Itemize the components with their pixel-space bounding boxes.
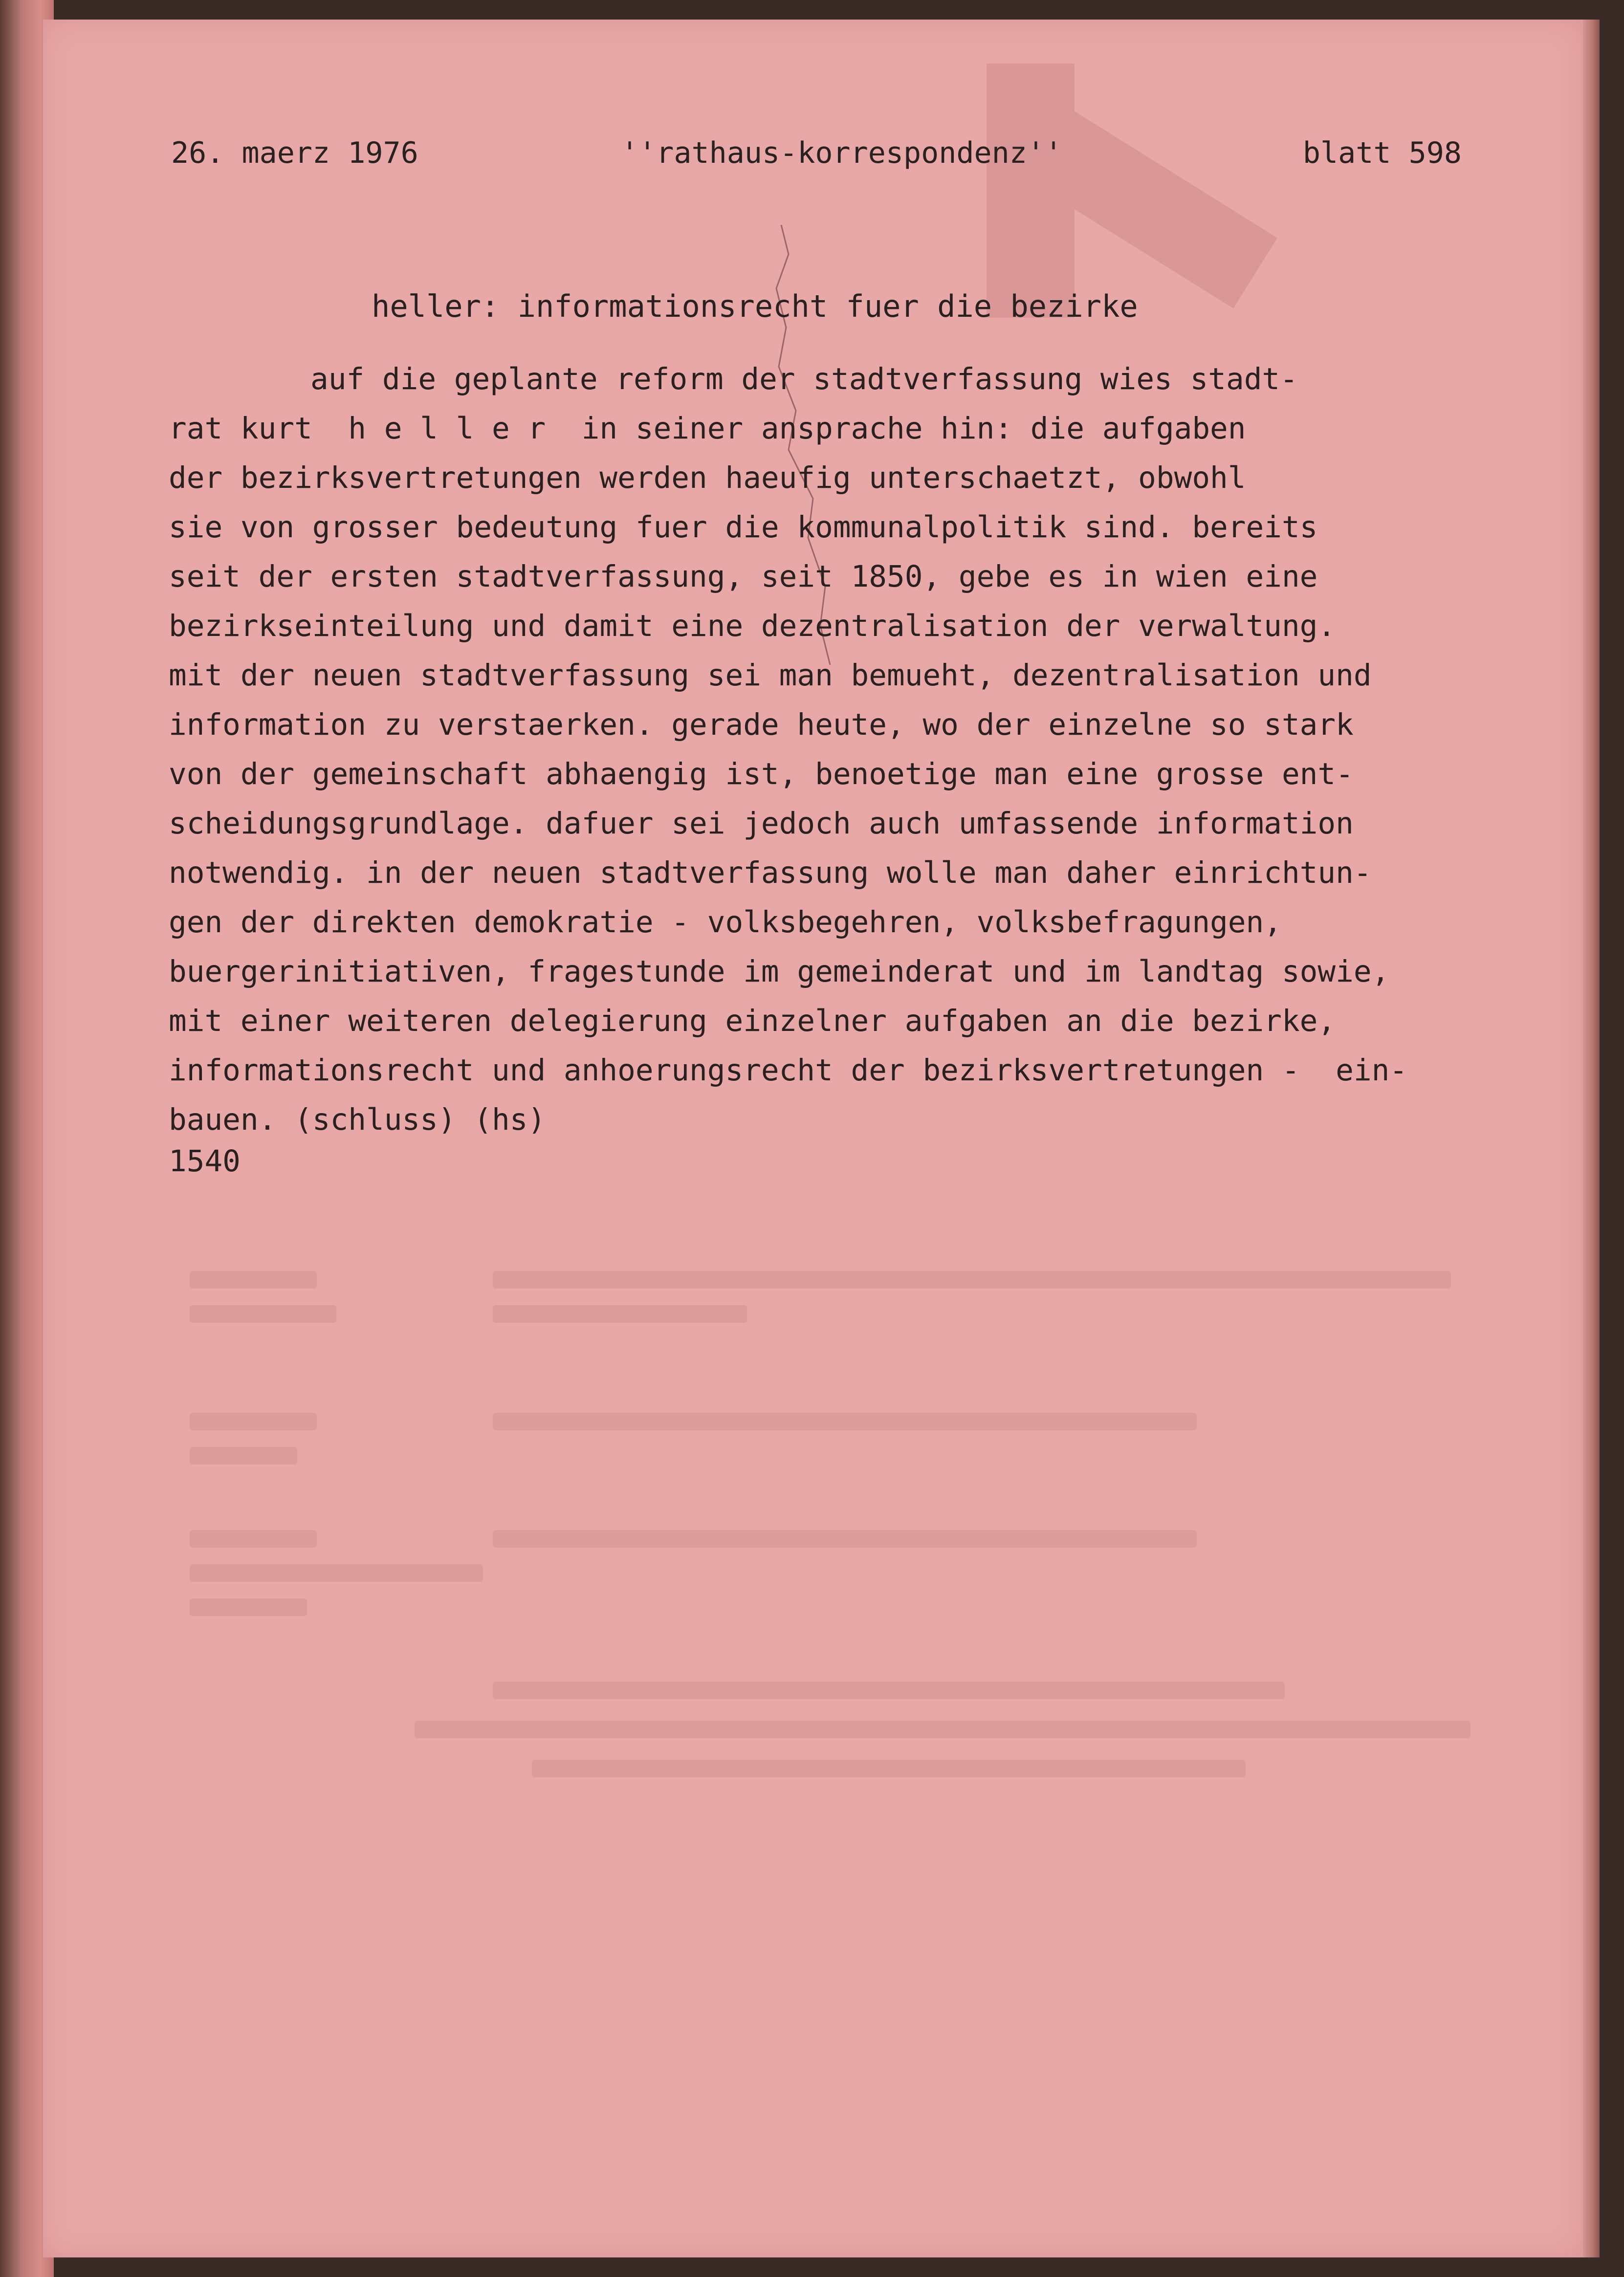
body-line: bezirkseinteilung und damit eine dezentralisation der verwaltung. xyxy=(169,609,1336,643)
body-line: bauen. (schluss) (hs) xyxy=(169,1102,546,1137)
sheet-right-edge xyxy=(1583,20,1600,2257)
body-line: mit der neuen stadtverfassung sei man bemueht, dezentralisation und xyxy=(169,658,1372,693)
body-line: der bezirksvertretungen werden haeufig unterschaetzt, obwohl xyxy=(169,460,1246,495)
body-line: scheidungsgrundlage. dafuer sei jedoch auch umfassende information xyxy=(169,806,1354,841)
body-line: auf die geplante reform der stadtverfassung wies stadt- xyxy=(310,362,1298,396)
article-headline: heller: informationsrecht fuer die bezirke xyxy=(372,288,1138,324)
article-body xyxy=(169,354,1577,1144)
bleed-through-text xyxy=(190,1251,1510,1887)
page-header xyxy=(171,136,1462,175)
body-line: gen der direkten demokratie - volksbegehren, volksbefragungen, xyxy=(169,905,1282,940)
bleed-through-logo xyxy=(987,64,1260,318)
message-number: 1540 xyxy=(169,1144,241,1179)
body-line: sie von grosser bedeutung fuer die kommunalpolitik sind. bereits xyxy=(169,510,1318,545)
body-line: seit der ersten stadtverfassung, seit 1850, gebe es in wien eine xyxy=(169,559,1318,594)
body-line: informationsrecht und anhoerungsrecht der bezirksvertretungen - ein- xyxy=(169,1053,1408,1088)
body-line: mit einer weiteren delegierung einzelner aufgaben an die bezirke, xyxy=(169,1004,1336,1038)
body-line: notwendig. in der neuen stadtverfassung wolle man daher einrichtun- xyxy=(169,855,1372,890)
body-line: rat kurt h e l l e r in seiner ansprache hin: die aufgaben xyxy=(169,411,1246,446)
body-line: information zu verstaerken. gerade heute, wo der einzelne so stark xyxy=(169,707,1354,742)
header-publication: ''rathaus-korrespondenz'' xyxy=(621,136,1063,170)
header-page-number: blatt 598 xyxy=(1302,136,1462,170)
body-line: buergerinitiativen, fragestunde im gemeinderat und im landtag sowie, xyxy=(169,954,1390,989)
body-line: von der gemeinschaft abhaengig ist, benoetige man eine grosse ent- xyxy=(169,757,1354,791)
header-date: 26. maerz 1976 xyxy=(171,136,418,170)
